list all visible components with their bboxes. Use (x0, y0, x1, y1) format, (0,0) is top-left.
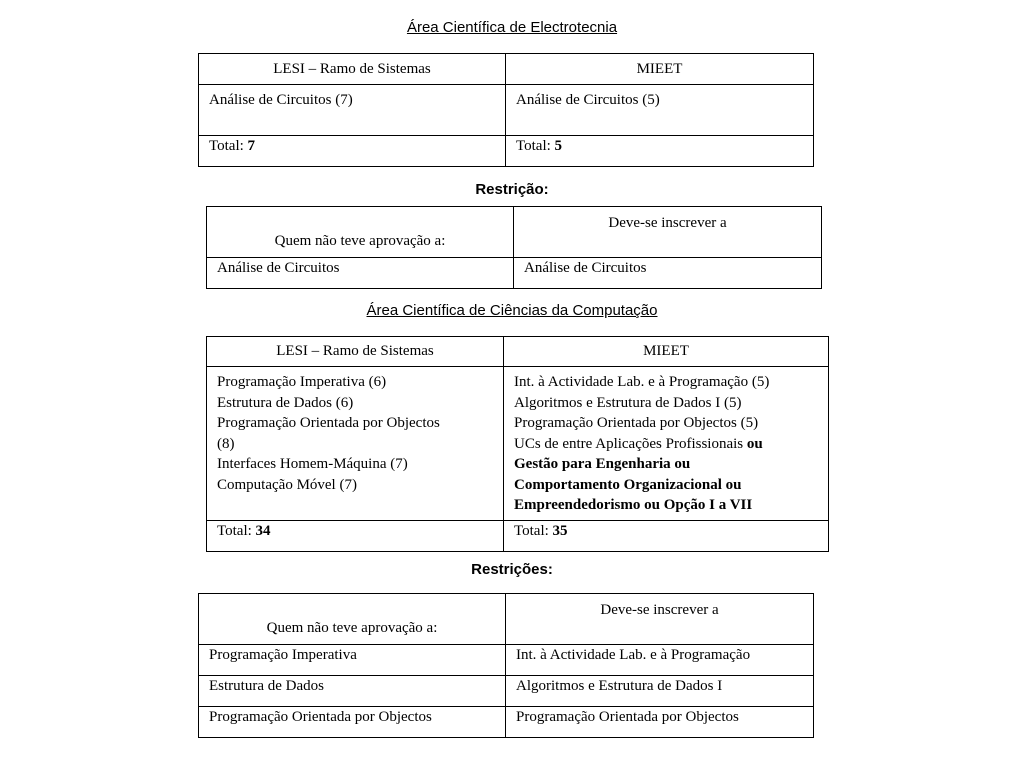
table-header-row (199, 594, 814, 645)
mieet-total-cell (504, 521, 829, 552)
mieet-total-value: 5 (554, 138, 563, 154)
header-mieet: MIEET (506, 54, 814, 85)
header-mieet: MIEET (504, 337, 829, 367)
table-row-total (199, 136, 814, 167)
table-header-row (199, 54, 814, 85)
enroll-course: Algoritmos e Estrutura de Dados I (506, 676, 814, 707)
list-item: (8) (217, 435, 235, 452)
list-item: Programação Orientada por Objectos (217, 415, 440, 431)
header-no-approval: Quem não teve aprovação a: (199, 594, 506, 645)
failed-course: Programação Orientada por Objectos (199, 707, 506, 738)
restrictions-table (198, 593, 814, 738)
table-header-row (207, 207, 822, 258)
table-row (207, 258, 822, 289)
list-item: Programação Orientada por Objectos (5) (514, 415, 759, 431)
list-item: Estrutura de Dados (6) (217, 394, 354, 411)
table-header-row (207, 337, 829, 367)
restriction-table (206, 206, 822, 289)
enroll-course: Int. à Actividade Lab. e à Programação (506, 645, 814, 676)
mieet-course: Análise de Circuitos (5) (506, 85, 814, 136)
enroll-course: Programação Orientada por Objectos (506, 707, 814, 738)
total-label: Total: (514, 523, 549, 539)
lesi-total-cell (199, 136, 506, 167)
list-item: Interfaces Homem-Máquina (7) (217, 456, 408, 472)
table-row (199, 85, 814, 136)
header-must-enroll: Deve-se inscrever a (514, 207, 822, 258)
list-item: Empreendedorismo ou Opção I a VII (514, 497, 753, 513)
table-row (207, 367, 829, 521)
computacao-table (206, 336, 829, 552)
header-lesi: LESI – Ramo de Sistemas (207, 337, 504, 367)
table-row (199, 676, 814, 707)
header-no-approval: Quem não teve aprovação a: (207, 207, 514, 258)
lesi-total-value: 7 (247, 138, 256, 154)
total-label: Total: (217, 523, 252, 539)
list-item-mixed (514, 434, 818, 455)
electrotecnia-table (198, 53, 814, 167)
restriction-failed-course: Análise de Circuitos (207, 258, 514, 289)
list-item: Gestão para Engenharia ou (514, 456, 691, 472)
table-row (199, 707, 814, 738)
restriction-heading: Restrição: (475, 181, 549, 198)
list-item: Programação Imperativa (6) (217, 374, 387, 390)
restriction-enroll-course: Análise de Circuitos (514, 258, 822, 289)
table-row (199, 645, 814, 676)
total-label: Total: (209, 138, 244, 154)
total-label: Total: (516, 138, 551, 154)
mieet-total-value: 35 (552, 523, 568, 539)
list-item: Computação Móvel (7) (217, 476, 357, 493)
table-row-total (207, 521, 829, 552)
lesi-course: Análise de Circuitos (7) (199, 85, 506, 136)
header-lesi: LESI – Ramo de Sistemas (199, 54, 506, 85)
list-item: Int. à Actividade Lab. e à Programação (5) (514, 374, 770, 390)
mixed-normal-text: UCs de entre Aplicações Profissionais (514, 435, 747, 452)
computacao-heading: Área Científica de Ciências da Computação (366, 302, 658, 319)
list-item: Algoritmos e Estrutura de Dados I (5) (514, 394, 742, 411)
mieet-course-list (504, 367, 829, 521)
lesi-total-value: 34 (255, 523, 271, 539)
electrotecnia-heading: Área Científica de Electrotecnia (406, 19, 618, 36)
header-must-enroll: Deve-se inscrever a (506, 594, 814, 645)
list-item: Comportamento Organizacional ou (514, 476, 742, 493)
lesi-total-cell (207, 521, 504, 552)
failed-course: Programação Imperativa (199, 645, 506, 676)
restrictions-heading: Restrições: (471, 561, 553, 578)
mieet-total-cell (506, 136, 814, 167)
failed-course: Estrutura de Dados (199, 676, 506, 707)
mixed-bold-text: ou (746, 435, 763, 452)
lesi-course-list (207, 367, 504, 521)
